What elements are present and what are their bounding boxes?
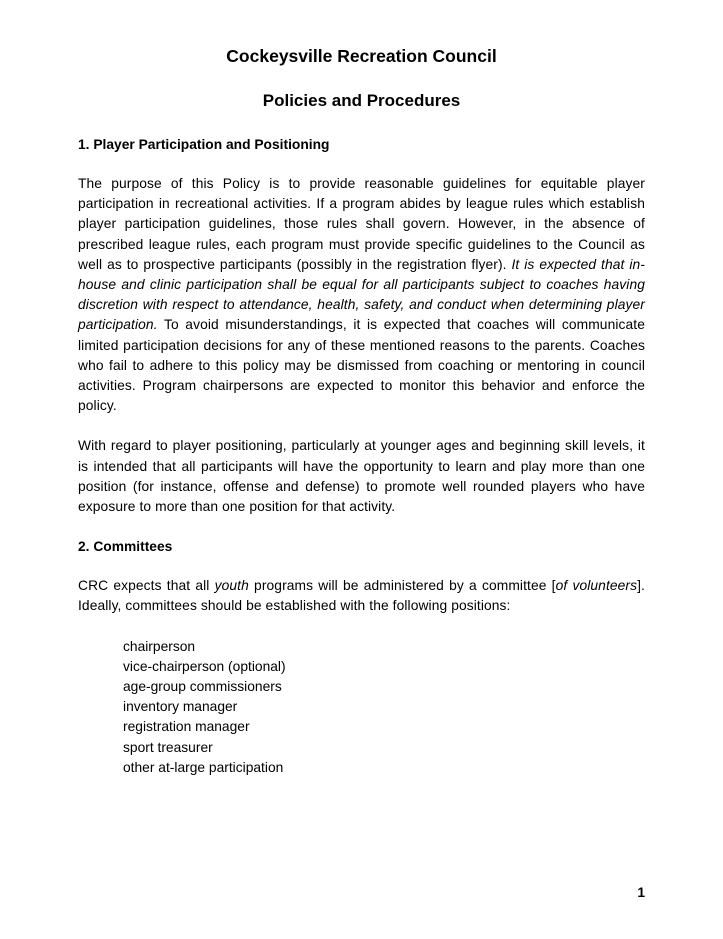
section-1-paragraph-2: With regard to player positioning, particularly at younger ages and beginning skill levels, it is intended that all participants will have the opportunity to learn and play more than one position (for instance, offense and defense) to promote well rounded players who have exposure to more than one position for that activity.	[78, 438, 645, 515]
list-item: inventory manager	[123, 699, 238, 715]
list-item: age-group commissioners	[123, 679, 282, 695]
section-2-paragraph-1: CRC expects that all youth programs will be administered by a committee [of volunteers]. Ideally, committees should be established with the following positions:	[78, 578, 645, 614]
committee-positions-list	[78, 637, 645, 778]
list-item: vice-chairperson (optional)	[123, 658, 286, 674]
document-subtitle: Policies and Procedures	[262, 91, 461, 110]
list-item: chairperson	[123, 638, 196, 654]
list-item: sport treasurer	[123, 739, 213, 755]
document-title: Cockeysville Recreation Council	[226, 46, 497, 66]
section-1-heading: 1. Player Participation and Positioning	[78, 137, 330, 152]
section-2-heading: 2. Committees	[78, 539, 173, 555]
section-1-paragraph-1: The purpose of this Policy is to provide reasonable guidelines for equitable player participation in recreational activities. If a program abides by league rules which establish player participation guidelines, those rules shall govern. However, in the absence of prescribed league rules, each program must provide specific guidelines to the Council as well as to prospective participants (possibly in the registration flyer). It is expected that in-house and clinic participation shall be equal for all participants subject to coaches having discretion with respect to attendance, health, safety, and conduct when determining player participation. To avoid misunderstandings, it is expected that coaches will communicate limited participation decisions for any of these mentioned reasons to the parents. Coaches who fail to adhere to this policy may be dismissed from coaching or mentoring in council activities. Program chairpersons are expected to monitor this behavior and enforce the policy.	[78, 176, 645, 414]
list-item: registration manager	[123, 719, 250, 735]
page-number: 1	[637, 885, 645, 900]
list-item: other at-large participation	[123, 759, 284, 775]
